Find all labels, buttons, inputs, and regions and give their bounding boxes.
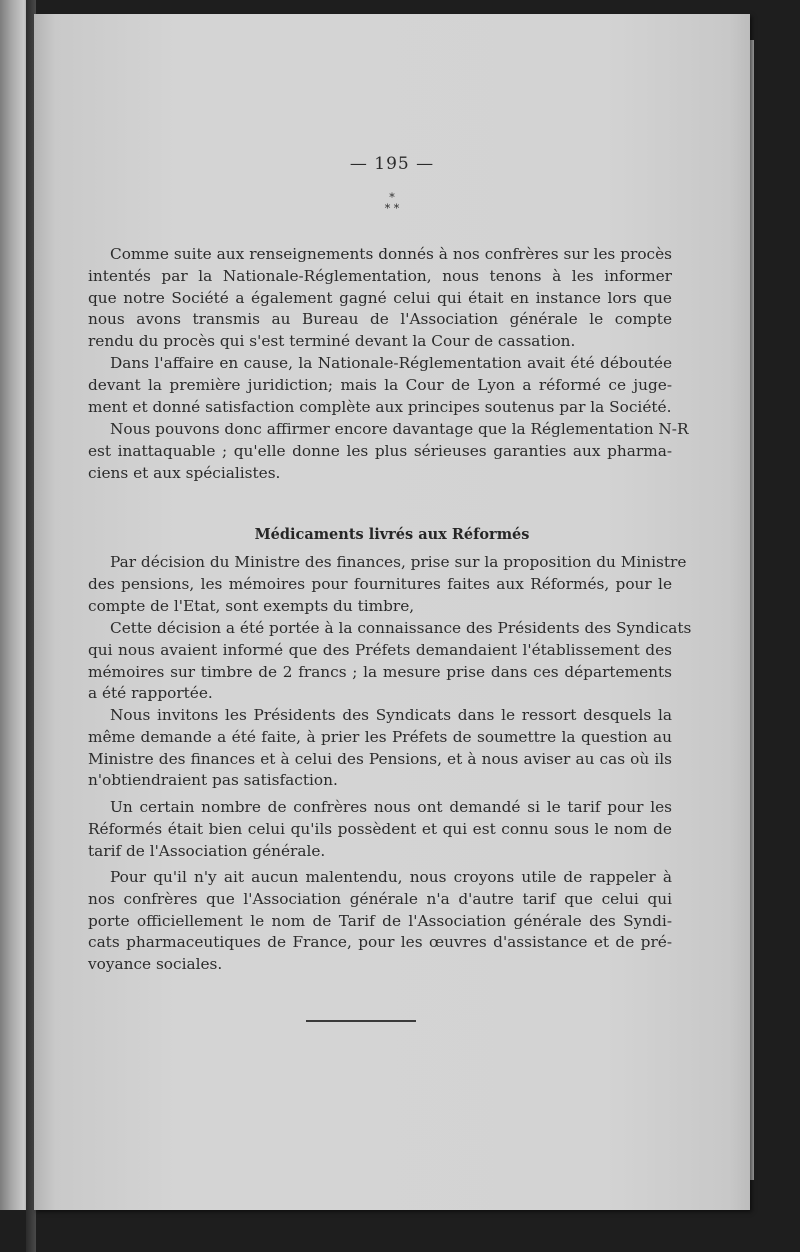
text-line: Nous invitons les Présidents des Syndicats dans le ressort desquels la bbox=[110, 706, 672, 724]
text-line: Dans l'affaire en cause, la Nationale-Réglementation avait été déboutée bbox=[110, 354, 672, 372]
text-line: Par décision du Ministre des finances, prise sur la proposition du Ministre bbox=[110, 553, 687, 571]
section-title: Médicaments livrés aux Réformés bbox=[254, 526, 530, 543]
text-line: n'obtiendraient pas satisfaction. bbox=[88, 771, 338, 790]
document-page bbox=[34, 14, 750, 1210]
text-line: tarif de l'Association générale. bbox=[88, 841, 326, 860]
text-line: compte de l'Etat, sont exempts du timbre, bbox=[88, 596, 415, 615]
text-line: est inattaquable ; qu'elle donne les plus sérieuses garanties aux pharma- bbox=[88, 441, 672, 460]
section1-paragraph2 bbox=[88, 353, 672, 418]
text-line: devant la première juridiction; mais la Cour de Lyon a réformé ce juge- bbox=[88, 375, 672, 394]
text-line: ciens et aux spécialistes. bbox=[88, 463, 281, 482]
text-line: intentés par la Nationale-Réglementation, nous tenons à les informer bbox=[88, 266, 672, 285]
section2-paragraph5 bbox=[88, 867, 672, 976]
text-line: des pensions, les mémoires pour fournitures faites aux Réformés, pour le bbox=[88, 574, 672, 593]
separator-top: * bbox=[389, 191, 395, 204]
text-line: porte officiellement le nom de Tarif de l'Association générale des Syndi- bbox=[88, 911, 672, 930]
end-rule bbox=[306, 1020, 416, 1022]
text-line: que notre Société a également gagné celui qui était en instance lors que bbox=[88, 288, 672, 307]
text-line: Cette décision a été portée à la connaissance des Présidents des Syndicats bbox=[110, 619, 692, 637]
text-line: qui nous avaient informé que des Préfets demandaient l'établissement des bbox=[88, 640, 672, 659]
section-separator bbox=[34, 192, 750, 214]
section2-paragraph4 bbox=[88, 797, 672, 862]
separator-bottom: * * bbox=[384, 202, 400, 215]
text-line: Nous pouvons donc affirmer encore davantage que la Réglementation N-R bbox=[110, 420, 689, 438]
text-line: nos confrères que l'Association générale n'a d'autre tarif que celui qui bbox=[88, 889, 672, 908]
page-number: — 195 — bbox=[349, 154, 435, 174]
text-line: Ministre des finances et à celui des Pensions, et à nous aviser au cas où ils bbox=[88, 749, 672, 768]
text-line: a été rapportée. bbox=[88, 684, 213, 703]
text-line: Réformés était bien celui qu'ils possèdent et qui est connu sous le nom de bbox=[88, 819, 672, 838]
text-line: Un certain nombre de confrères nous ont demandé si le tarif pour les bbox=[110, 798, 672, 816]
section1-paragraph1 bbox=[88, 244, 672, 353]
text-line: mémoires sur timbre de 2 francs ; la mesure prise dans ces départements bbox=[88, 662, 672, 681]
section2-paragraph1 bbox=[88, 552, 687, 617]
text-line: ment et donné satisfaction complète aux principes soutenus par la Société. bbox=[88, 397, 672, 416]
section1-paragraph3 bbox=[88, 419, 689, 484]
text-line: cats pharmaceutiques de France, pour les œuvres d'assistance et de pré- bbox=[88, 933, 672, 952]
section2-paragraph3 bbox=[88, 705, 672, 792]
text-line: même demande a été faite, à prier les Préfets de soumettre la question au bbox=[88, 727, 672, 746]
text-line: voyance sociales. bbox=[88, 955, 223, 974]
text-line: Pour qu'il n'y ait aucun malentendu, nous croyons utile de rappeler à bbox=[110, 868, 672, 886]
section2-paragraph2 bbox=[88, 618, 692, 705]
text-line: nous avons transmis au Bureau de l'Association générale le compte bbox=[88, 310, 672, 329]
text-line: rendu du procès qui s'est terminé devant la Cour de cassation. bbox=[88, 332, 576, 351]
text-line: Comme suite aux renseignements donnés à nos confrères sur les procès bbox=[110, 245, 672, 263]
